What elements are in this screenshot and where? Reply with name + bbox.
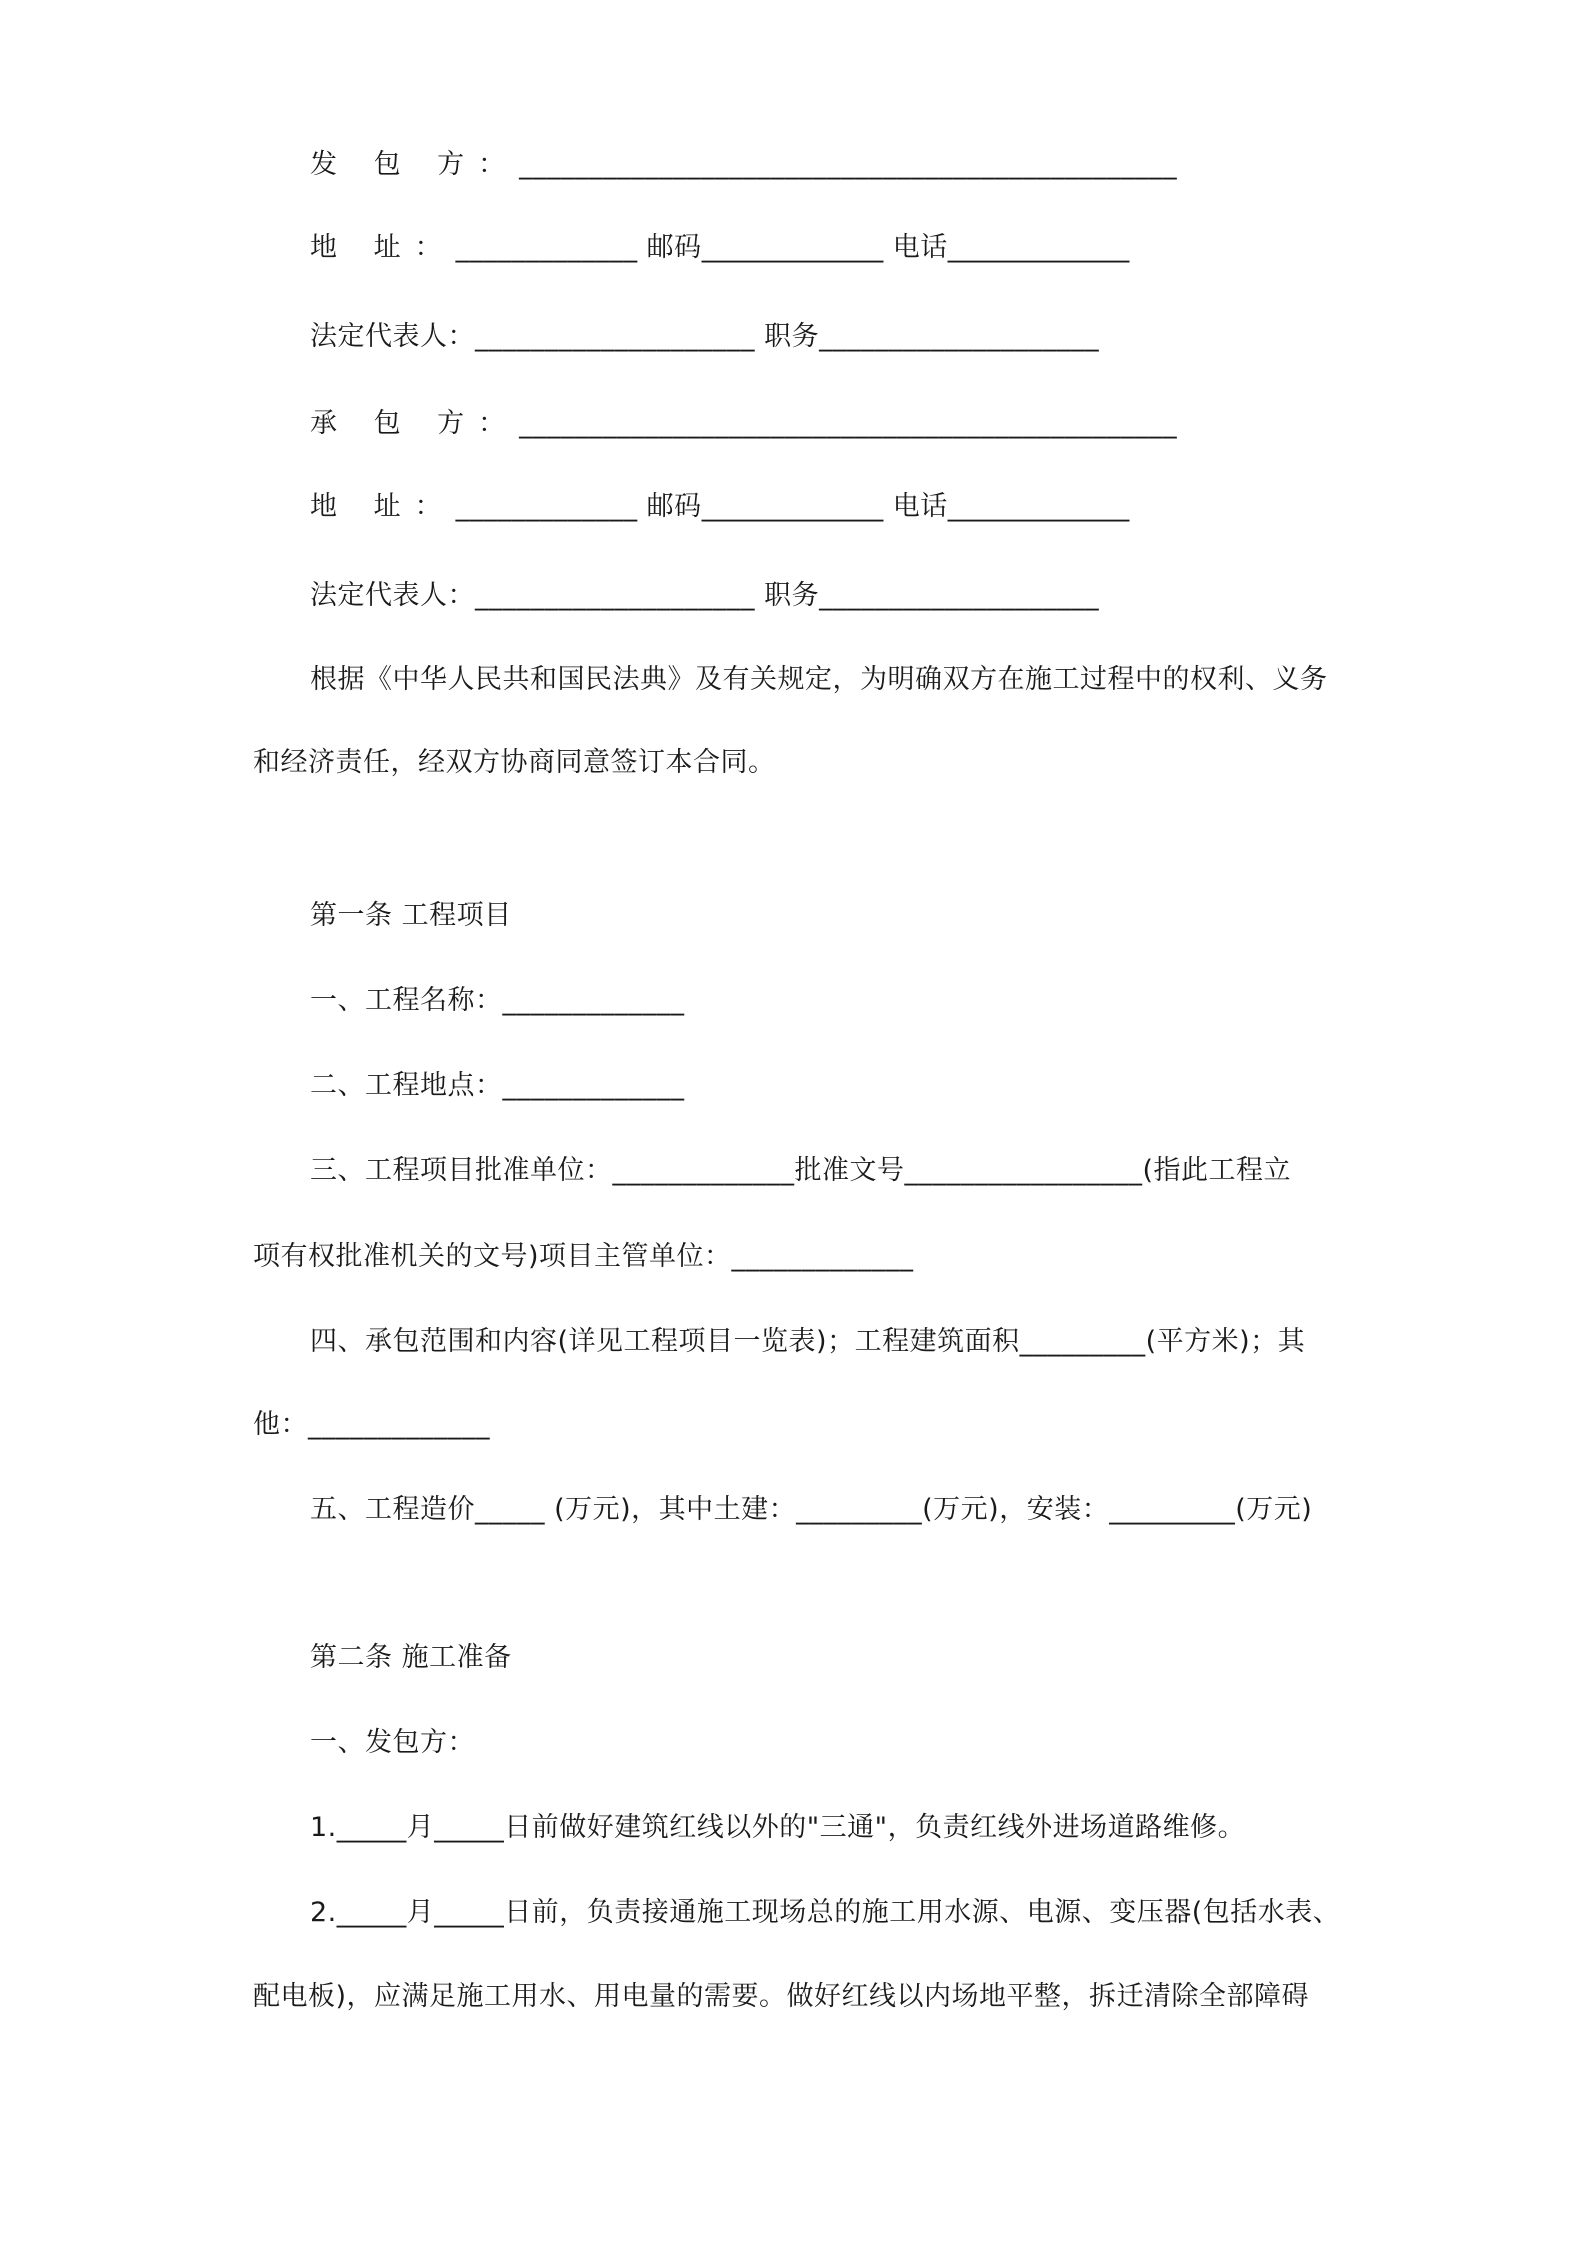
zip-label: 邮码 xyxy=(637,232,702,263)
article-1-item-4-line-2: 他：_____________ xyxy=(253,1409,490,1440)
address-blank: _____________ xyxy=(455,232,638,263)
article-2-paragraph-1: 1._____月_____日前做好建筑红线以外的"三通"，负责红线外进场道路维修。 xyxy=(310,1812,1246,1843)
rep-label: 法定代表人： xyxy=(310,580,475,611)
article-1-title: 第一条 工程项目 xyxy=(310,900,512,931)
zip-label: 邮码 xyxy=(637,491,702,522)
title-label: 职务 xyxy=(755,580,820,611)
zip-blank: _____________ xyxy=(701,232,884,263)
address-label: 地 址： xyxy=(310,491,456,522)
employer-blank: _______________________________________________ xyxy=(519,149,1178,180)
address-blank: _____________ xyxy=(455,491,638,522)
article-1-item-1: 一、工程名称：_____________ xyxy=(310,985,685,1016)
preamble-line-2: 和经济责任，经双方协商同意签订本合同。 xyxy=(253,747,776,778)
contractor-address-line xyxy=(0,482,1586,532)
employer-line xyxy=(0,140,1586,190)
address-label: 地 址： xyxy=(310,232,456,263)
contractor-blank: _______________________________________________ xyxy=(519,408,1178,439)
article-2-paragraph-2-line-2: 配电板)，应满足施工用水、用电量的需要。做好红线以内场地平整，拆迁清除全部障碍 xyxy=(253,1981,1310,2012)
title-label: 职务 xyxy=(755,321,820,352)
preamble-line-1: 根据《中华人民共和国民法典》及有关规定，为明确双方在施工过程中的权利、义务 xyxy=(310,664,1328,695)
employer-address-line xyxy=(0,223,1586,273)
article-2-title: 第二条 施工准备 xyxy=(310,1642,512,1673)
rep-blank: ____________________ xyxy=(475,580,755,611)
phone-label: 电话 xyxy=(883,232,948,263)
employer-label: 发 包 方： xyxy=(310,149,520,180)
article-2-paragraph-2-line-1: 2._____月_____日前，负责接通施工现场总的施工用水源、电源、变压器(包括水表、 xyxy=(310,1897,1341,1928)
phone-blank: _____________ xyxy=(947,491,1130,522)
phone-label: 电话 xyxy=(883,491,948,522)
employer-rep-line xyxy=(0,312,1586,362)
title-blank: ____________________ xyxy=(819,580,1100,611)
contractor-rep-line xyxy=(0,571,1586,621)
phone-blank: _____________ xyxy=(947,232,1130,263)
article-2-sub-1: 一、发包方： xyxy=(310,1727,475,1758)
article-1-item-3-line-1: 三、工程项目批准单位：_____________批准文号_________________(指此工程立 xyxy=(310,1155,1292,1186)
zip-blank: _____________ xyxy=(701,491,884,522)
article-1-item-2: 二、工程地点：_____________ xyxy=(310,1070,685,1101)
contractor-label: 承 包 方： xyxy=(310,408,520,439)
rep-blank: ____________________ xyxy=(475,321,755,352)
rep-label: 法定代表人： xyxy=(310,321,475,352)
article-1-item-5: 五、工程造价_____ (万元)，其中土建：_________(万元)，安装：_________(万元) xyxy=(310,1494,1313,1525)
contractor-line xyxy=(0,399,1586,449)
article-1-item-4-line-1: 四、承包范围和内容(详见工程项目一览表)；工程建筑面积_________(平方米)；其 xyxy=(310,1326,1306,1357)
title-blank: ____________________ xyxy=(819,321,1100,352)
article-1-item-3-line-2: 项有权批准机关的文号)项目主管单位：_____________ xyxy=(253,1241,914,1272)
